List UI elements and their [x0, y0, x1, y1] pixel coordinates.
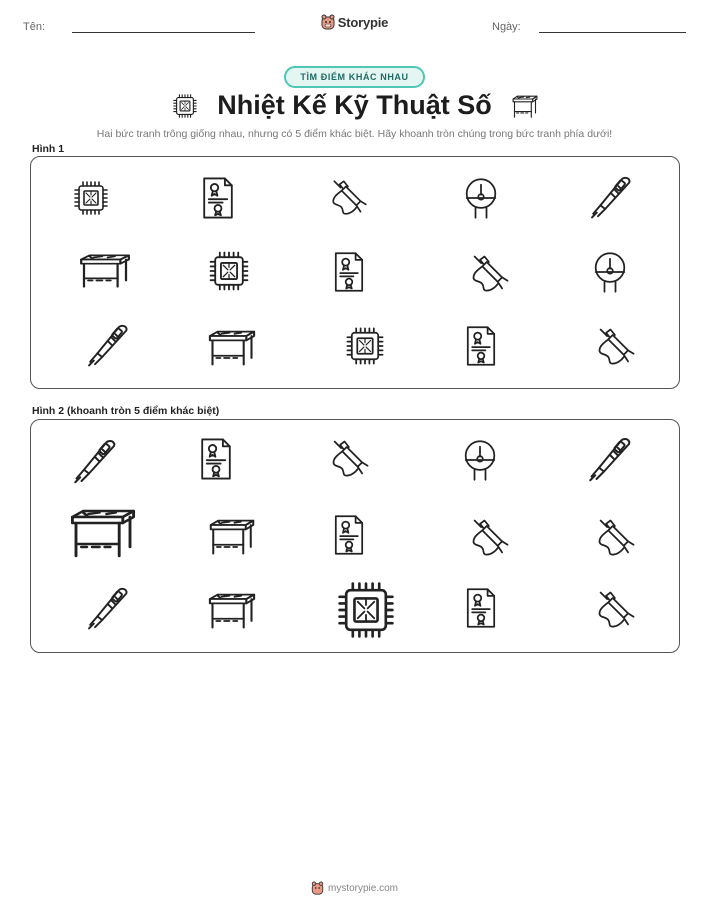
thermostat-icon[interactable] [458, 434, 502, 486]
storypie-mascot-icon [321, 14, 335, 30]
certificate-icon[interactable] [193, 434, 239, 484]
thermometer-icon[interactable] [83, 321, 131, 369]
soldering-iron-icon[interactable] [594, 514, 638, 560]
workbench-icon[interactable] [207, 514, 257, 558]
picture-1-panel [30, 156, 680, 389]
workbench-icon[interactable] [206, 588, 258, 632]
certificate-icon[interactable] [327, 247, 371, 297]
workbench-icon[interactable] [77, 249, 133, 291]
cpu-chip-icon[interactable] [331, 577, 401, 643]
brand-name: Storypie [337, 14, 389, 30]
thermometer-icon[interactable] [584, 434, 634, 484]
soldering-iron-icon[interactable] [468, 514, 512, 560]
date-line[interactable] [539, 32, 686, 33]
page-title: Nhiệt Kế Kỹ Thuật Số [217, 90, 492, 120]
cpu-chip-icon[interactable] [206, 248, 252, 294]
picture-2-panel [30, 419, 680, 653]
storypie-mascot-icon [311, 881, 324, 895]
certificate-icon[interactable] [459, 582, 503, 634]
picture-2-label: Hình 2 (khoanh tròn 5 điểm khác biệt) [32, 405, 220, 417]
thermostat-icon[interactable] [459, 175, 503, 221]
brand-logo [0, 14, 709, 30]
cpu-chip-icon[interactable] [71, 178, 111, 218]
workbench-icon[interactable] [67, 502, 139, 562]
picture-1-label: Hình 1 [32, 143, 65, 155]
footer [0, 881, 709, 895]
thermostat-icon[interactable] [588, 248, 632, 296]
instructions: Hai bức tranh trông giống nhau, nhưng có 5 điểm khác biệt. Hãy khoanh tròn chúng trong bức tranh phía dưới! [96, 128, 613, 140]
workbench-icon [508, 92, 542, 120]
soldering-iron-icon[interactable] [468, 250, 512, 296]
soldering-iron-icon[interactable] [328, 434, 372, 482]
soldering-iron-icon[interactable] [328, 175, 370, 219]
cpu-chip-icon[interactable] [343, 324, 387, 368]
certificate-icon[interactable] [327, 510, 371, 560]
footer-url[interactable]: mystorypie.com [327, 882, 398, 894]
thermometer-icon[interactable] [69, 436, 119, 486]
workbench-icon[interactable] [206, 325, 258, 369]
name-label: Tên: [23, 21, 46, 33]
date-label: Ngày: [492, 21, 521, 33]
certificate-icon[interactable] [459, 321, 503, 371]
certificate-icon[interactable] [195, 175, 241, 221]
soldering-iron-icon[interactable] [594, 323, 638, 369]
thermometer-icon[interactable] [83, 584, 131, 632]
thermometer-icon[interactable] [586, 173, 634, 221]
name-line[interactable] [72, 32, 255, 33]
soldering-iron-icon[interactable] [594, 586, 638, 632]
activity-badge: TÌM ĐIỂM KHÁC NHAU [284, 66, 425, 88]
